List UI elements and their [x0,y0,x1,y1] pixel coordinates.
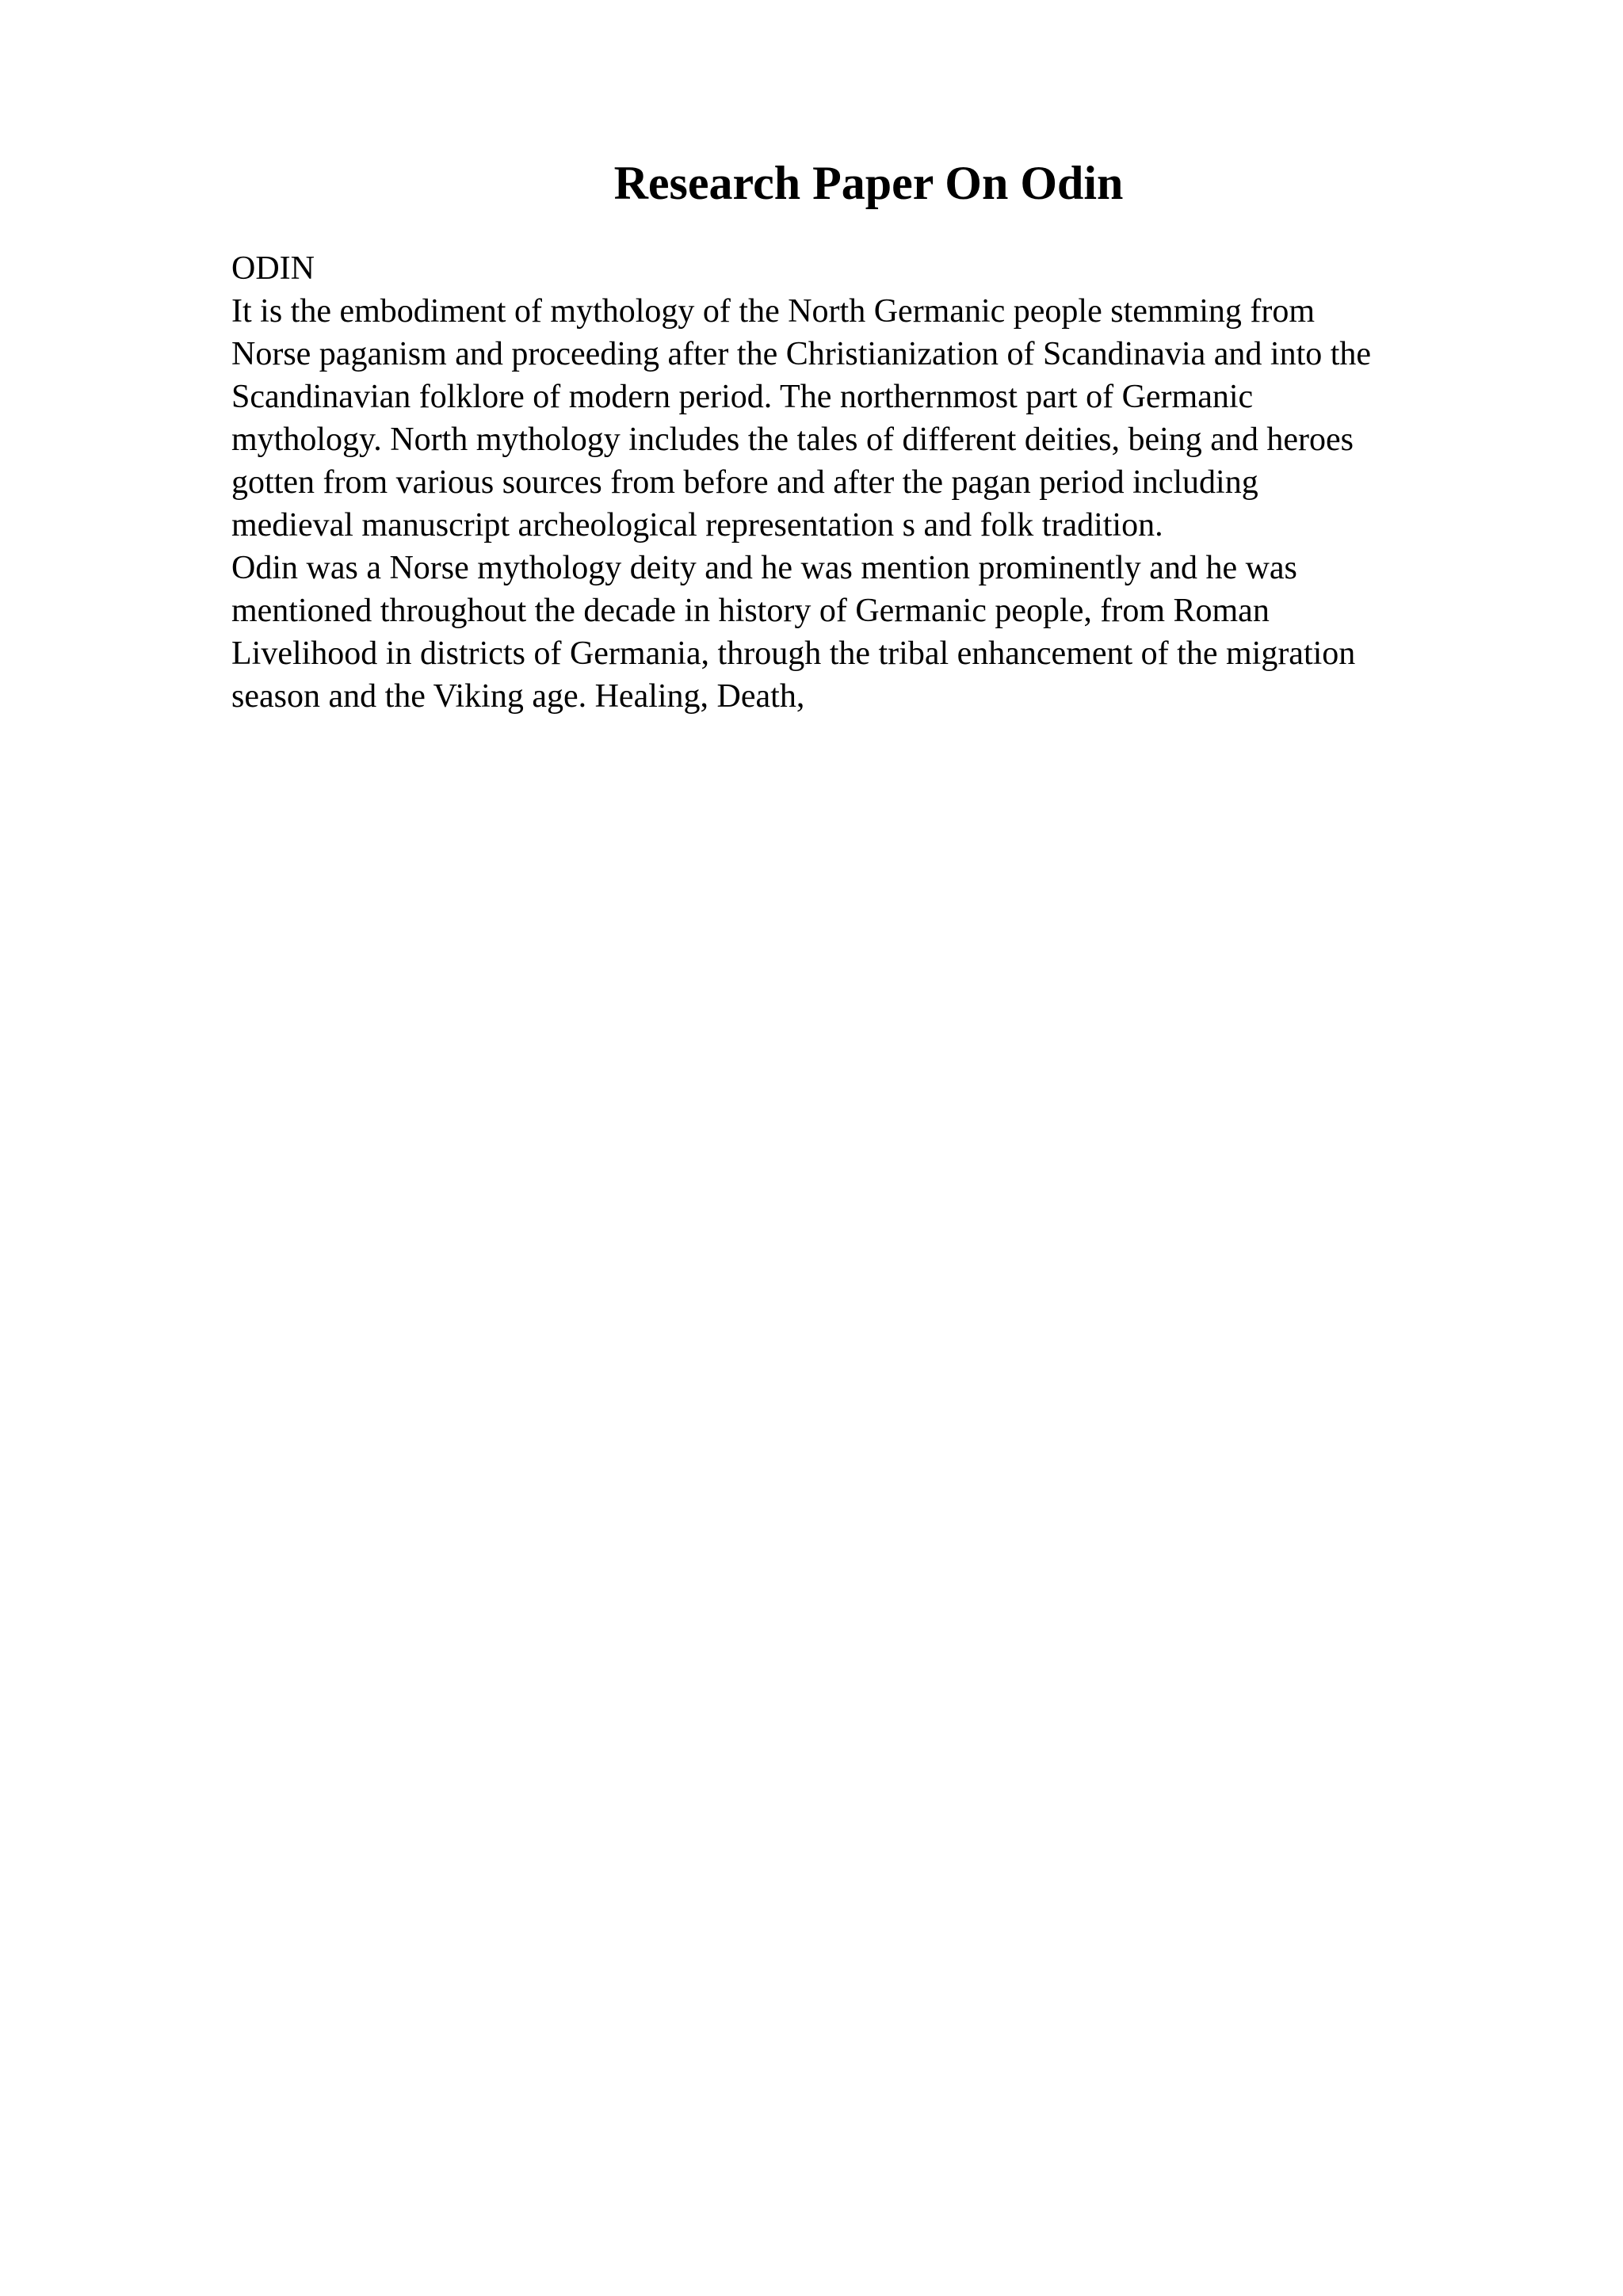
text-line: Odin was a Norse mythology deity and he was mention prominently and he was [231,550,1297,586]
document-title: Research Paper On Odin [613,157,1124,209]
text-line: Norse paganism and proceeding after the Christianization of Scandinavia and into the [231,336,1372,372]
text-line: gotten from various sources from before and after the pagan period including [231,464,1258,501]
heading-line: ODIN [231,250,315,287]
text-line: season and the Viking age. Healing, Death, [231,678,805,715]
document-body [231,247,1579,718]
text-line: mentioned throughout the decade in history of Germanic people, from Roman [231,593,1270,629]
text-line: mythology. North mythology includes the tales of different deities, being and heroes [231,421,1354,458]
text-line: Scandinavian folklore of modern period. The northernmost part of Germanic [231,379,1254,415]
text-line: It is the embodiment of mythology of the North Germanic people stemming from [231,293,1316,330]
text-line: Livelihood in districts of Germania, through the tribal enhancement of the migration [231,635,1356,672]
text-line: medieval manuscript archeological representation s and folk tradition. [231,507,1163,543]
